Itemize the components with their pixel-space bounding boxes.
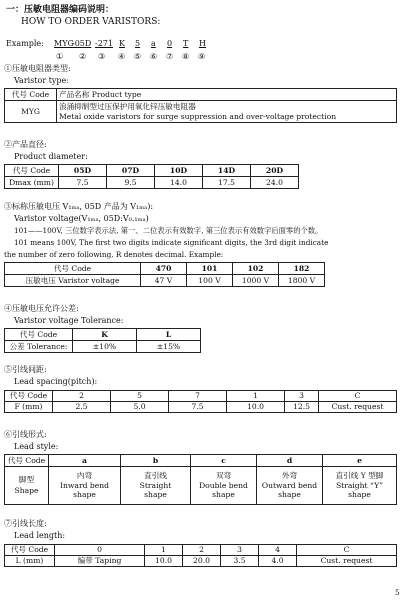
s4-code-k: K (73, 329, 137, 341)
s3-line-en3: the number of zero following, R denotes decimal. Example: (4, 250, 224, 259)
s2-code-07d: 07D (107, 165, 155, 177)
varistor-voltage-table (4, 262, 325, 287)
s7-l-label: L (mm) (5, 556, 55, 567)
s6-shape-label (5, 467, 49, 505)
s6-shape-b-en2: shape (144, 490, 167, 500)
s5-code-1: 1 (227, 391, 285, 402)
s5-heading-en: Lead spacing(pitch): (14, 377, 98, 386)
s3-voltage-label: 压敏电压 Varistor voltage (5, 275, 141, 287)
marker-8: ⑧ (182, 52, 190, 61)
s3-voltage-182: 1800 V (279, 275, 325, 287)
s7-code-4: 4 (259, 545, 297, 556)
lead-style-table (4, 454, 397, 505)
s5-code-7: 7 (169, 391, 227, 402)
s4-tolerance-k: ±10% (73, 341, 137, 353)
example-part-spacing: 5 (135, 39, 141, 48)
s6-code-b: b (121, 455, 191, 467)
tolerance-table (4, 328, 201, 353)
example-part-packing: T (183, 39, 189, 48)
marker-9: ⑨ (198, 52, 206, 61)
s6-shape-d (257, 467, 323, 505)
s2-dmax-07d: 9.5 (107, 177, 155, 189)
s3-code-label: 代号 Code (5, 263, 141, 275)
s5-f-5: 5.0 (111, 402, 169, 413)
s2-dmax-05d: 7.5 (59, 177, 107, 189)
s6-code-a: a (49, 455, 121, 467)
s2-code-05d: 05D (59, 165, 107, 177)
varistor-type-table (4, 88, 397, 123)
title-en: HOW TO ORDER VARISTORS: (21, 17, 161, 27)
s7-code-0: 0 (55, 545, 145, 556)
s5-heading-cn: ⑤引线间距: (4, 365, 47, 374)
example-part-tolerance: K (119, 39, 125, 48)
s3-code-182: 182 (279, 263, 325, 275)
s3-code-102: 102 (233, 263, 279, 275)
s2-dmax-14d: 17.5 (203, 177, 251, 189)
s6-shape-label-en: Shape (14, 486, 39, 495)
s7-l-0: 编带 Taping (55, 556, 145, 567)
example-part-style: a (151, 39, 156, 48)
s5-code-c: C (319, 391, 397, 402)
s6-heading-cn: ⑥引线形式: (4, 430, 47, 439)
s2-code-14d: 14D (203, 165, 251, 177)
s3-line-en: Varistor voltage(V₁ₘₐ, 05D:V₀.₁ₘₐ) (14, 214, 149, 223)
s6-shape-d-en2: shape (278, 490, 301, 500)
s3-voltage-101: 100 V (187, 275, 233, 287)
s3-line-cn: 101——100V, 三位数字表示法, 第一、二位表示有效数字, 第三位表示有效数字后面零的个数。 (14, 226, 323, 235)
s4-heading-en: Varistor voltage Tolerance: (14, 316, 124, 325)
s4-code-l: L (137, 329, 201, 341)
s2-code-20d: 20D (251, 165, 299, 177)
example-label: Example: (6, 39, 44, 48)
s6-code-label: 代号 Code (5, 455, 49, 467)
s6-shape-a (49, 467, 121, 505)
s6-code-d: d (257, 455, 323, 467)
s7-code-2: 2 (183, 545, 221, 556)
s5-f-label: F (mm) (5, 402, 53, 413)
s3-heading: ③标称压敏电压 V₁ₘₐ, 05D 产品为 V₁ₘₐ): (4, 202, 154, 211)
s1-code: MYG (5, 101, 57, 123)
s3-voltage-470: 47 V (141, 275, 187, 287)
s7-code-label: 代号 Code (5, 545, 55, 556)
s3-line-en2: 101 means 100V, The first two digits indicate significant digits, the 3rd digit indicate (14, 238, 329, 247)
s3-voltage-102: 1000 V (233, 275, 279, 287)
marker-3: ③ (98, 52, 106, 61)
s1-col-type: 产品名称 Product type (57, 89, 397, 101)
s5-code-2: 2 (53, 391, 111, 402)
page-number: 5 (395, 588, 400, 597)
s2-dmax-label: Dmax (mm) (5, 177, 59, 189)
example-part-diameter: -05D (72, 39, 92, 48)
s6-shape-c-cn: 双弯 (215, 470, 232, 480)
s2-heading-cn: ②产品直径: (4, 140, 47, 149)
s3-code-470: 470 (141, 263, 187, 275)
s4-heading-cn: ④压敏电压允许公差: (4, 304, 79, 313)
s2-dmax-10d: 14.0 (155, 177, 203, 189)
s6-shape-e-cn: 直引线 Y 型脚 (335, 470, 384, 480)
s4-tolerance-label: 公差 Tolerance: (5, 341, 73, 353)
s6-shape-e-en: Straight “Y” (335, 480, 384, 490)
s6-shape-c-en2: shape (212, 490, 235, 500)
s7-l-3: 3.5 (221, 556, 259, 567)
marker-5: ⑤ (134, 52, 142, 61)
s5-code-5: 5 (111, 391, 169, 402)
s1-desc (57, 101, 397, 123)
s5-code-label: 代号 Code (5, 391, 53, 402)
s7-l-4: 4.0 (259, 556, 297, 567)
s6-shape-b-cn: 直引线 (144, 470, 167, 480)
diameter-table (4, 164, 299, 189)
marker-7: ⑦ (166, 52, 174, 61)
s5-f-7: 7.5 (169, 402, 227, 413)
s6-shape-d-en: Outward bend (261, 480, 318, 490)
s1-desc-cn: 浪涌抑制型过压保护用氧化锌压敏电阻器 (59, 101, 196, 111)
s6-shape-c-en: Double bend (199, 480, 248, 490)
s6-shape-c (191, 467, 257, 505)
s2-code-10d: 10D (155, 165, 203, 177)
s1-col-code: 代号 Code (5, 89, 57, 101)
example-part-voltage: -271 (95, 39, 113, 48)
s7-heading-en: Lead length: (14, 531, 66, 540)
s6-shape-e-en2: shape (348, 490, 371, 500)
title-cn: 一：压敏电阻器编码说明： (6, 5, 115, 15)
marker-2: ② (79, 52, 87, 61)
marker-4: ④ (118, 52, 126, 61)
s4-tolerance-l: ±15% (137, 341, 201, 353)
s6-shape-a-en2: shape (73, 490, 96, 500)
s4-code-label: 代号 Code (5, 329, 73, 341)
s6-code-e: e (323, 455, 397, 467)
s7-l-1: 10.0 (145, 556, 183, 567)
lead-length-table (4, 544, 397, 567)
s1-heading-en: Varistor type: (14, 76, 69, 85)
example-part-extra: H (199, 39, 206, 48)
s6-heading-en: Lead style: (14, 442, 59, 451)
s7-code-1: 1 (145, 545, 183, 556)
s5-f-c: Cust. request (319, 402, 397, 413)
lead-spacing-table (4, 390, 397, 413)
marker-6: ⑥ (150, 52, 158, 61)
s1-desc-en: Metal oxide varistors for surge suppression and over-voltage protection (59, 111, 337, 121)
s6-code-c: c (191, 455, 257, 467)
s7-l-c: Cust. request (297, 556, 397, 567)
s6-shape-d-cn: 外弯 (281, 470, 298, 480)
s7-code-3: 3 (221, 545, 259, 556)
s2-code-label: 代号 Code (5, 165, 59, 177)
s6-shape-b-en: Straight (139, 480, 172, 490)
s2-dmax-20d: 24.0 (251, 177, 299, 189)
s5-f-3: 12.5 (285, 402, 319, 413)
s5-f-1: 10.0 (227, 402, 285, 413)
s7-l-2: 20.0 (183, 556, 221, 567)
s5-code-3: 3 (285, 391, 319, 402)
s5-f-2: 2.5 (53, 402, 111, 413)
example-part-length: 0 (167, 39, 173, 48)
s6-shape-a-cn: 内弯 (76, 470, 93, 480)
example-part-series: MYG (54, 39, 74, 48)
s6-shape-label-cn: 脚型 (18, 475, 35, 485)
s6-shape-a-en: Inward bend (60, 480, 109, 490)
s7-code-c: C (297, 545, 397, 556)
s2-heading-en: Product diameter: (14, 152, 88, 161)
s6-shape-e (323, 467, 397, 505)
s7-heading-cn: ⑦引线长度: (4, 519, 47, 528)
marker-1: ① (56, 52, 64, 61)
s3-code-101: 101 (187, 263, 233, 275)
s6-shape-b (121, 467, 191, 505)
s1-heading-cn: ①压敏电阻器类型: (4, 64, 71, 73)
